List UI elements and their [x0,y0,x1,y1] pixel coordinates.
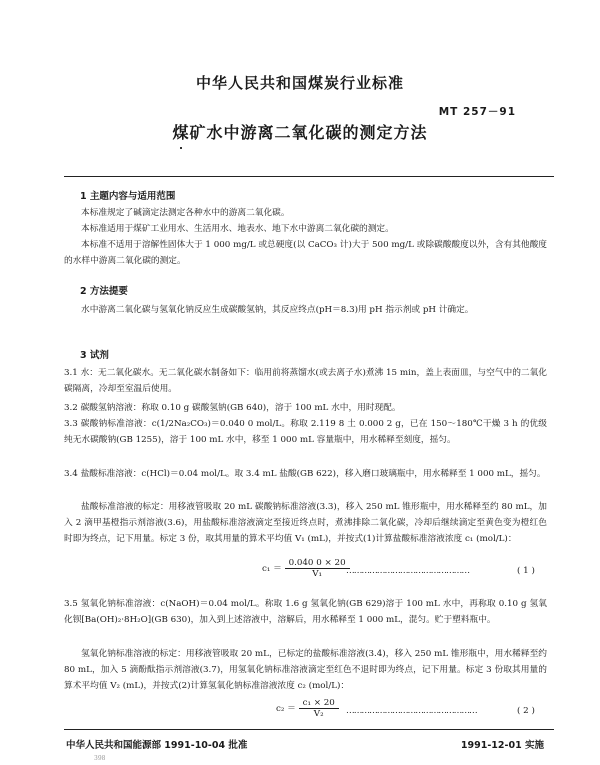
formula-1 [262,558,350,579]
formula-2-fraction [299,698,339,719]
formula-1-numerator: 0.040 0 × 20 [285,558,350,569]
formula-1-lhs: c₁ ＝ [262,564,282,574]
clause-3-4: 3.4 盐酸标准溶液：c(HCl)＝0.04 mol/L。取 3.4 mL 盐酸(GB 622)，移入磨口玻璃瓶中，用水稀释至 1 000 mL，摇匀。 [64,469,546,479]
formula-1-leader: ………………………………………… [346,566,469,576]
implementation-date: 1991-12-01 实施 [460,740,544,751]
section-1-paragraph-2: 本标准适用于煤矿工业用水、生活用水、地表水、地下水中游离二氧化碳的测定。 [81,224,394,234]
top-rule [64,176,554,177]
formula-2-lhs: c₂ ＝ [276,704,296,714]
clause-3-1: 3.1 水：无二氧化碳水。无二氧化碳水制备如下：临用前将蒸馏水(或去离子水)煮沸 15 min，盖上表面皿，与空气中的二氧化碳隔离，冷却至室温后使用。 [64,368,547,394]
formula-2 [276,698,339,719]
approval-line: 中华人民共和国能源部 1991-10-04 批准 [66,740,248,751]
standard-body-header: 中华人民共和国煤炭行业标准 [195,74,404,92]
formula-1-fraction [285,558,350,579]
formula-1-number: ( 1 ) [517,566,535,576]
page-number: 398 [94,755,106,762]
section-2-heading: 2 方法提要 [80,286,128,297]
clause-3-5-calibration: 氢氧化钠标准溶液的标定：用移液管吸取 20 mL，已标定的盐酸标准溶液(3.4)，移入 250 mL 锥形瓶中，用水稀释至约 80 mL，加入 5 滴酚酞指示剂溶液(3.7)，用氢氧化钠标准溶液滴定至红色不退时即为终点，记下用量。标定 3 份取其用量的算术平均值 V₂ (mL)，并按式(2)计算氢氧化钠标准溶液浓度 c₂ (mol/L)： [64,649,547,691]
section-1-paragraph-1: 本标准规定了碱滴定法测定各种水中的游离二氧化碳。 [81,208,290,218]
formula-2-numerator: c₁ × 20 [299,698,339,709]
bottom-rule [64,729,554,730]
section-1-paragraph-3: 本标准不适用于溶解性固体大于 1 000 mg/L 或总硬度(以 CaCO₃ 计)大于 500 mg/L 或除碳酸酸度以外，含有其他酸度的水样中游离二氧化碳的测定。 [64,240,547,266]
section-3-heading: 3 试剂 [80,350,109,361]
formula-2-leader: …………………………………………… [346,706,477,716]
formula-2-denominator: V₂ [313,709,324,719]
document-title: 煤矿水中游离二氧化碳的测定方法 [172,123,428,142]
formula-2-number: ( 2 ) [517,706,535,716]
section-2-paragraph: 水中游离二氧化碳与氢氧化钠反应生成碳酸氢钠，其反应终点(pH＝8.3)用 pH 指示剂或 pH 计确定。 [81,305,474,315]
clause-3-4-calibration: 盐酸标准溶液的标定：用移液管吸取 20 mL 碳酸钠标准溶液(3.3)，移入 250 mL 锥形瓶中，用水稀释至约 80 mL，加入 2 滴甲基橙指示剂溶液(3.6)，用盐酸标准溶液滴定至接近终点时，煮沸排除二氧化碳，冷却后继续滴定至黄色变为橙红色时即为终点，记下用量。标定 3 份，取其用量的算术平均值 V₁ (mL)，并按式(1)计算盐酸标准溶液浓度 c₁ (mol/L)： [64,502,547,544]
clause-3-5: 3.5 氢氧化钠标准溶液：c(NaOH)＝0.04 mol/L。称取 1.6 g 氢氧化钠(GB 629)溶于 100 mL 水中，再称取 0.10 g 氢氧化钡[Ba(OH)₂·8H₂O](GB 630)，加入到上述溶液中，溶解后，用水稀释至 1 000 mL，混匀。贮于塑料瓶中。 [64,599,547,625]
formula-1-denominator: V₁ [312,569,322,579]
stray-mark [180,147,182,149]
clause-3-3: 3.3 碳酸钠标准溶液：c(1/2Na₂CO₃)＝0.040 0 mol/L。称取 2.119 8 土 0.000 2 g，已在 150～180℃干燥 3 h 的优级纯无水碳酸钠(GB 1255)，溶于 100 mL 水中，移至 1 000 mL 容量瓶中，用水稀释至刻度，摇匀。 [64,419,547,445]
clause-3-2: 3.2 碳酸氢钠溶液：称取 0.10 g 碳酸氢钠(GB 640)，溶于 100 mL 水中，用时现配。 [64,403,401,413]
standard-code: MT 257－91 [438,106,516,118]
section-1-heading: 1 主题内容与适用范围 [80,191,176,202]
